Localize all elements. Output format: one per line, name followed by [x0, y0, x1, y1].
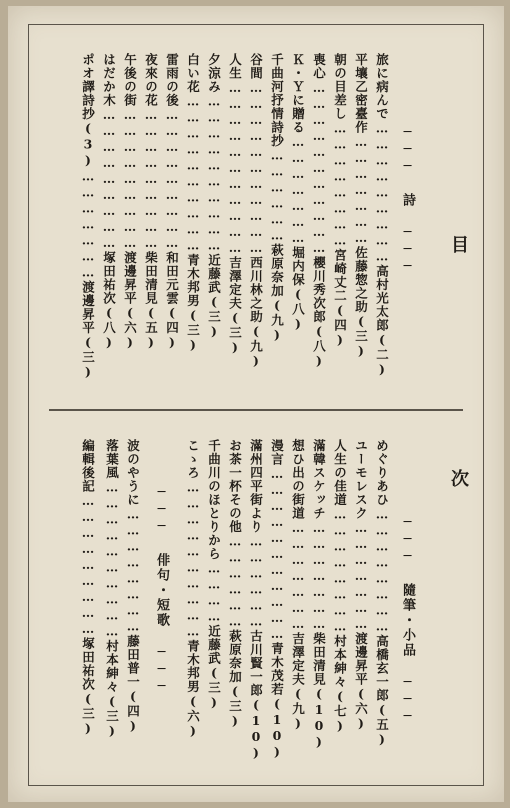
toc-entry[interactable]: はだか木………………………塚田祐次(八) — [101, 53, 117, 351]
page-frame — [28, 24, 484, 786]
toc-entry[interactable]: 波のやうに……………………藤田普一(四) — [125, 439, 141, 734]
toc-entry[interactable]: Ｋ・Ｙに贈る…………………堀内保(八) — [290, 53, 306, 332]
toc-entry[interactable]: 人生の佳道……………………村本紳々(七) — [332, 439, 348, 734]
toc-entry[interactable]: 平壤乙密臺作…………………佐藤惣之助(三) — [353, 53, 369, 359]
toc-entry[interactable]: めぐりあひ……………………高橋玄一郎(五) — [374, 439, 390, 748]
page — [8, 6, 504, 802]
toc-entry[interactable]: 白い花…………………………青木邦男(三) — [185, 53, 201, 353]
toc-entry[interactable]: ポオ譯詩抄(3)…………………渡邊昇平(三) — [80, 53, 96, 380]
page-title: 目 次 — [448, 235, 469, 547]
toc-entry[interactable]: 午後の街………………………渡邊昇平(六) — [122, 53, 138, 351]
toc-entry[interactable]: 喪心……………………………櫻川秀次郎(八) — [311, 53, 327, 369]
toc-entry[interactable]: 人生……………………………吉澤定夫(三) — [227, 53, 243, 356]
toc-entry[interactable]: 谷間……………………………西川林之助(九) — [248, 53, 264, 369]
section-heading-haiku: ─── 俳句・短歌 ─── — [154, 485, 169, 696]
toc-entry[interactable]: 旅に病んで………………………高村光太郎(二) — [374, 53, 390, 378]
toc-entry[interactable]: 千曲河抒情詩抄………………萩原奈加(九) — [269, 53, 285, 343]
toc-entry[interactable]: 千曲川のほとりから…………近藤武(三) — [206, 439, 222, 711]
toc-entry[interactable]: お茶一杯その他………………萩原奈加(三) — [227, 439, 243, 729]
toc-entry[interactable]: 朝の目差し……………………宮崎丈二(四) — [332, 53, 348, 348]
section-divider — [49, 409, 463, 411]
toc-entry[interactable]: 漫言……………………………青木茂若(10) — [269, 439, 285, 760]
toc-entry[interactable]: 雷雨の後………………………和田元雲(四) — [164, 53, 180, 351]
section-heading-essays: ─── 隨筆・小品 ─── — [400, 515, 415, 726]
toc-entry[interactable]: 夕涼み…………………………近藤武(三) — [206, 53, 222, 340]
toc-entry[interactable]: 落葉風…………………………村本紳々(三) — [104, 439, 120, 739]
toc-entry[interactable]: ユーモレスク…………………渡邊昇平(六) — [353, 439, 369, 732]
section-heading-poetry: ─── 詩 ─── — [400, 125, 415, 276]
toc-entry[interactable]: 編輯後記………………………塚田祐次(三) — [80, 439, 96, 737]
toc-entry[interactable]: 滿韓スケッチ…………………柴田清見(10) — [311, 439, 327, 750]
toc-entry[interactable]: 夜來の花………………………柴田清見(五) — [143, 53, 159, 351]
toc-entry[interactable]: 想ひ出の街道…………………吉澤定夫(九) — [290, 439, 306, 732]
toc-entry[interactable]: こゝろ…………………………青木邦男(六) — [185, 439, 201, 739]
toc-entry[interactable]: 滿州四平街より………………古川賢一郎(10) — [248, 439, 264, 761]
